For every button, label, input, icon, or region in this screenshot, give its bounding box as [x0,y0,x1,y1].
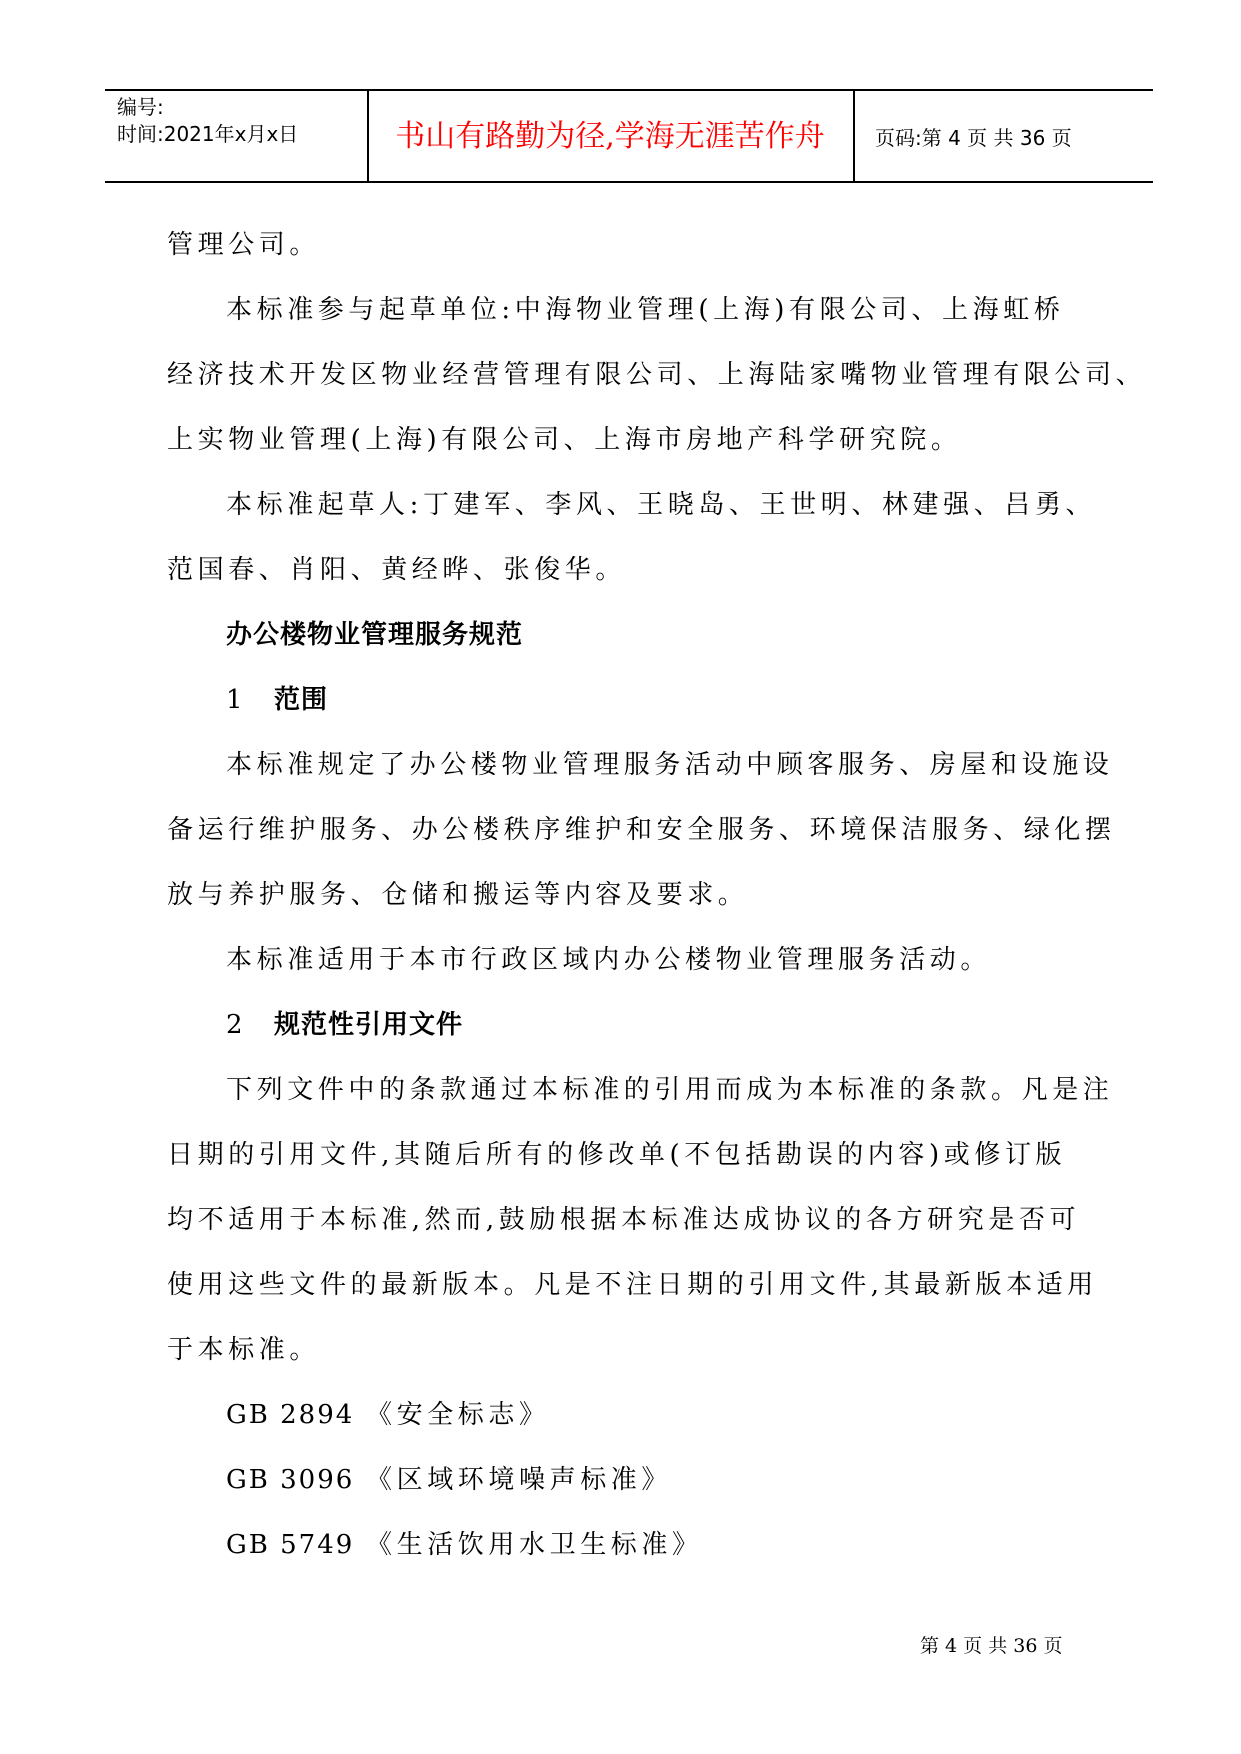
reference-item [226,1462,672,1498]
paragraph-line: 本标准参与起草单位:中海物业管理(上海)有限公司、上海虹桥 [226,295,1065,325]
reference-title: 《生活饮用水卫生标准》 [366,1530,703,1560]
paragraph-line: 备运行维护服务、办公楼秩序维护和安全服务、环境保洁服务、绿化摆 [167,815,1116,845]
paragraph-line: 本标准起草人:丁建军、李风、王晓岛、王世明、林建强、吕勇、 [226,490,1097,520]
paragraph-line: 本标准规定了办公楼物业管理服务活动中顾客服务、房屋和设施设 [226,750,1114,780]
paragraph-line: 于本标准。 [167,1335,321,1365]
document-number-label: 编号: [117,95,164,119]
paragraph-line: 上实物业管理(上海)有限公司、上海市房地产科学研究院。 [167,425,962,455]
paragraph-line: 使用这些文件的最新版本。凡是不注日期的引用文件,其最新版本适用 [167,1270,1098,1300]
paragraph-line: 范国春、肖阳、黄经晔、张俊华。 [167,555,627,585]
paragraph-line: 日期的引用文件,其随后所有的修改单(不包括勘误的内容)或修订版 [167,1140,1067,1170]
document-title: 办公楼物业管理服务规范 [226,620,524,650]
reference-item [226,1527,703,1563]
paragraph-line: 均不适用于本标准,然而,鼓励根据本标准达成协议的各方研究是否可 [167,1205,1081,1235]
paragraph-line: 管理公司。 [167,230,321,260]
reference-code: GB 2894 [226,1400,355,1430]
header-divider-right [853,91,855,181]
header-meta [117,94,367,148]
paragraph-line: 本标准适用于本市行政区域内办公楼物业管理服务活动。 [226,945,992,975]
reference-title: 《安全标志》 [366,1400,550,1430]
page-footer: 第 4 页 共 36 页 [920,1635,1063,1657]
paragraph-line: 放与养护服务、仓储和搬运等内容及要求。 [167,880,749,910]
header-motto: 书山有路勤为径,学海无涯苦作舟 [395,119,825,154]
section-title: 规范性引用文件 [274,1010,464,1040]
header-page-number: 页码:第 4 页 共 36 页 [875,126,1072,150]
reference-code: GB 3096 [226,1465,355,1495]
reference-code: GB 5749 [226,1530,355,1560]
section-number: 1 [226,685,244,715]
paragraph-line: 经济技术开发区物业经营管理有限公司、上海陆家嘴物业管理有限公司、 [167,360,1147,390]
section-title: 范围 [274,685,329,715]
section-heading-1 [226,682,328,718]
reference-item [226,1397,550,1433]
reference-title: 《区域环境噪声标准》 [366,1465,673,1495]
section-number: 2 [226,1010,244,1040]
document-time-label: 时间:2021年x月x日 [117,122,299,146]
page-header [105,89,1153,183]
paragraph-line: 下列文件中的条款通过本标准的引用而成为本标准的条款。凡是注 [226,1075,1114,1105]
section-heading-2 [226,1007,463,1043]
